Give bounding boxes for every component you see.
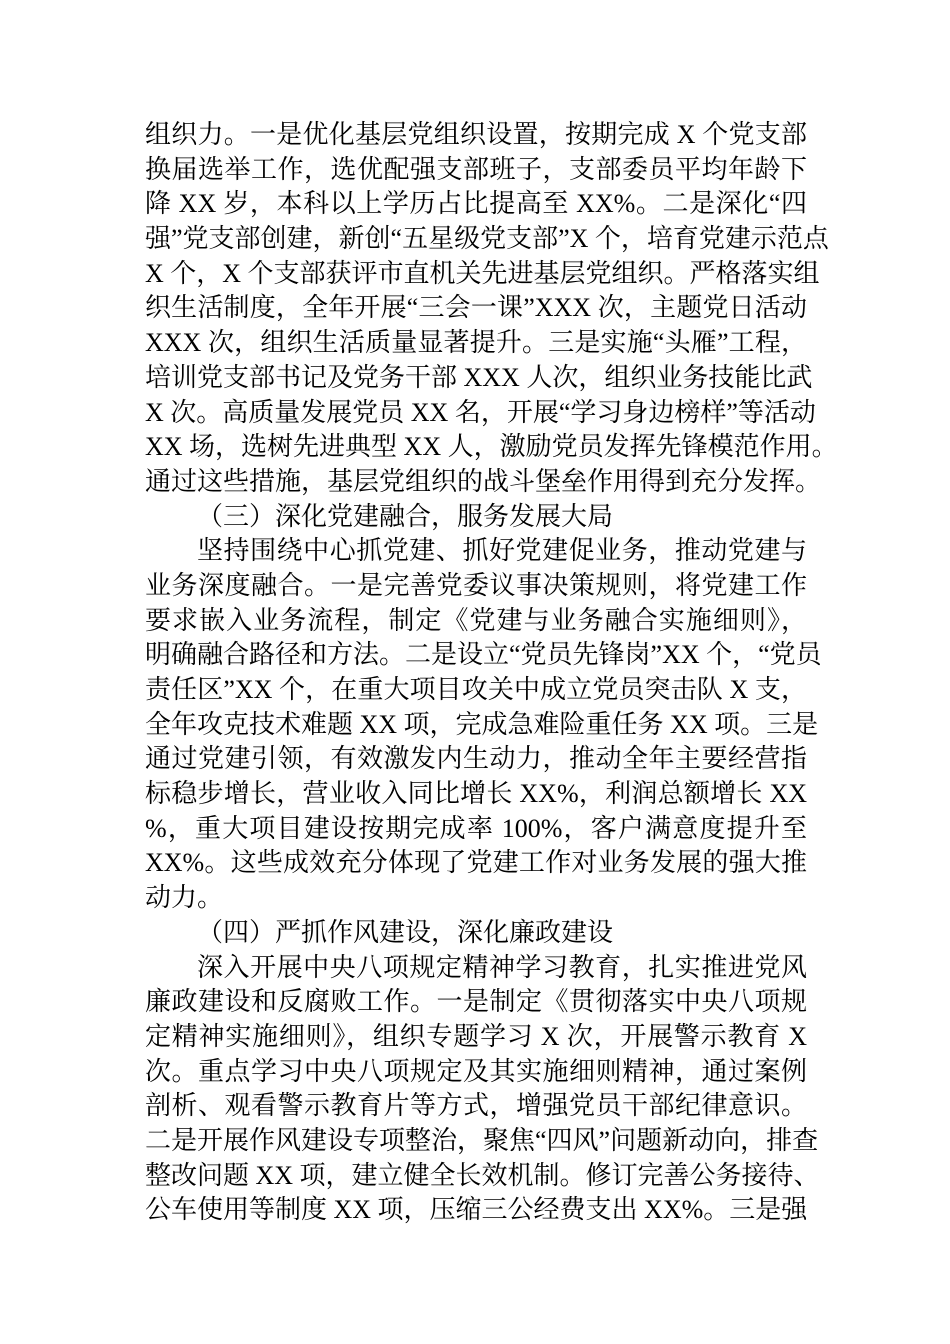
text-line: 明确融合路径和方法。二是设立“党员先锋岗”XX 个，“党员 <box>145 640 822 670</box>
text-line: 定精神实施细则》，组织专题学习 X 次，开展警示教育 X <box>145 1021 807 1051</box>
text-line: 动力。 <box>145 883 224 913</box>
text-line: 标稳步增长，营业收入同比增长 XX%，利润总额增长 XX <box>145 779 807 809</box>
text-line: 要求嵌入业务流程，制定《党建与业务融合实施细则》， <box>145 605 807 635</box>
text-line: 组织力。一是优化基层党组织设置，按期完成 X 个党支部 <box>145 120 807 149</box>
text-line: 坚持围绕中心抓党建、抓好党建促业务，推动党建与 <box>197 536 807 566</box>
text-line: 通过党建引领，有效激发内生动力，推动全年主要经营指 <box>145 744 807 774</box>
text-line: XX 场，选树先进典型 XX 人，激励党员发挥先锋模范作用。 <box>145 432 838 462</box>
text-line: X 个，X 个支部获评市直机关先进基层党组织。严格落实组 <box>145 258 820 288</box>
text-line: X 次。高质量发展党员 XX 名，开展“学习身边榜样”等活动 <box>145 397 816 427</box>
text-line: 换届选举工作，选优配强支部班子，支部委员平均年龄下 <box>145 154 807 184</box>
section-heading-4: （四）严抓作风建设，深化廉政建设 <box>197 917 614 947</box>
text-line: 织生活制度，全年开展“三会一课”XXX 次，主题党日活动 <box>145 293 807 323</box>
text-line: %，重大项目建设按期完成率 100%，客户满意度提升至 <box>145 813 807 843</box>
text-line: 通过这些措施，基层党组织的战斗堡垒作用得到充分发挥。 <box>145 466 822 496</box>
text-line: 降 XX 岁，本科以上学历占比提高至 XX%。二是深化“四 <box>145 189 807 219</box>
text-line: 深入开展中央八项规定精神学习教育，扎实推进党风 <box>197 952 807 982</box>
text-line: 次。重点学习中央八项规定及其实施细则精神，通过案例 <box>145 1056 807 1086</box>
text-line: 强”党支部创建，新创“五星级党支部”X 个，培育党建示范点 <box>145 224 829 254</box>
paragraph-party-integration <box>145 534 822 916</box>
text-line: XX%。这些成效充分体现了党建工作对业务发展的强大推 <box>145 848 807 878</box>
text-line: 剖析、观看警示教育片等方式，增强党员干部纪律意识。 <box>145 1091 807 1121</box>
paragraph-integrity <box>145 951 820 1229</box>
text-line: XXX 次，组织生活质量显著提升。三是实施“头雁”工程， <box>145 328 807 358</box>
text-line: 责任区”XX 个，在重大项目攻关中成立党员突击队 X 支， <box>145 675 807 704</box>
text-line: 二是开展作风建设专项整治，聚焦“四风”问题新动向，排查 <box>145 1125 819 1155</box>
text-line: 公车使用等制度 XX 项，压缩三公经费支出 XX%。三是强 <box>145 1195 808 1225</box>
paragraph-organization <box>145 118 838 500</box>
text-line: 廉政建设和反腐败工作。一是制定《贯彻落实中央八项规 <box>145 987 807 1017</box>
text-line: 业务深度融合。一是完善党委议事决策规则，将党建工作 <box>145 570 807 600</box>
text-line: 培训党支部书记及党务干部 XXX 人次，组织业务技能比武 <box>145 362 813 392</box>
text-line: 全年攻克技术难题 XX 项，完成急难险重任务 XX 项。三是 <box>145 709 819 739</box>
text-line: 整改问题 XX 项，建立健全长效机制。修订完善公务接待、 <box>145 1160 820 1190</box>
document-page <box>145 118 838 1228</box>
section-heading-3: （三）深化党建融合，服务发展大局 <box>197 501 614 531</box>
